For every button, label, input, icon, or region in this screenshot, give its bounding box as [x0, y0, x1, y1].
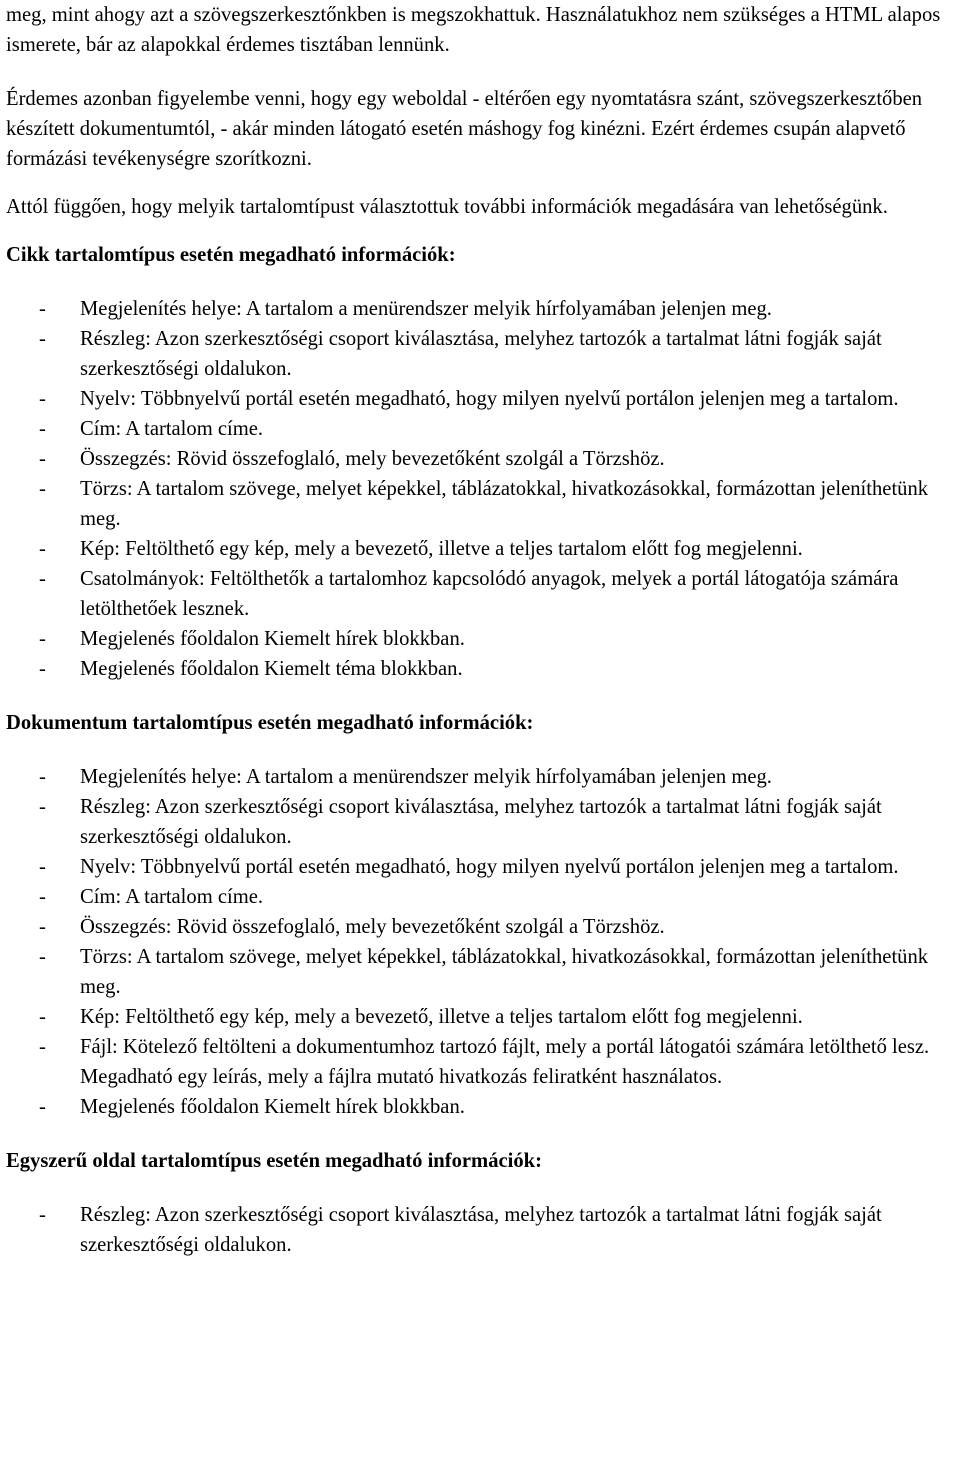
list-item-text: Kép: Feltölthető egy kép, mely a bevezető, illetve a teljes tartalom előtt fog megjelenni.	[80, 538, 803, 560]
section-egyszeru-oldal	[6, 1146, 958, 1260]
list-item-text: Kép: Feltölthető egy kép, mely a bevezető, illetve a teljes tartalom előtt fog megjelenni.	[80, 1006, 803, 1028]
list-item-text: Megjelenés főoldalon Kiemelt téma blokkban.	[80, 658, 463, 680]
list-item-text: Összegzés: Rövid összefoglaló, mely bevezetőként szolgál a Törzshöz.	[80, 916, 665, 938]
section-heading-dokumentum: Dokumentum tartalomtípus esetén megadható információk:	[6, 712, 534, 734]
list-item	[6, 912, 958, 942]
list-item	[6, 384, 958, 414]
intro-paragraph-2-part-a: Érdemes azonban figyelembe venni, hogy egy weboldal - eltérően egy nyomtatásra szánt, szövegszerkesztőben készített dokumentumtól, - akár minden látogató esetén máshogy fog kinézni.	[6, 88, 923, 140]
list-item	[6, 654, 958, 684]
list-item-text: Törzs: A tartalom szövege, melyet képekkel, táblázatokkal, hivatkozásokkal, formázottan jeleníthetünk meg.	[80, 946, 929, 998]
dash-marker: -	[39, 796, 46, 818]
list-item	[6, 1092, 958, 1122]
dash-marker: -	[39, 1204, 46, 1226]
list-item-text: Összegzés: Rövid összefoglaló, mely bevezetőként szolgál a Törzshöz.	[80, 448, 665, 470]
list-item-text: Részleg: Azon szerkesztőségi csoport kiválasztása, melyhez tartozók a tartalmat látni fogják saját szerkesztőségi oldalukon.	[80, 328, 882, 380]
dash-marker: -	[39, 1096, 46, 1118]
list-item	[6, 414, 958, 444]
dash-marker: -	[39, 298, 46, 320]
list-item-text: Cím: A tartalom címe.	[80, 886, 264, 908]
dash-marker: -	[39, 1006, 46, 1028]
section-cikk	[6, 240, 958, 684]
list-item-text: Megjelenés főoldalon Kiemelt hírek blokkban.	[80, 628, 465, 650]
list-item-text: Csatolmányok: Feltölthetők a tartalomhoz kapcsolódó anyagok, melyek a portál látogatója számára letölthetőek lesznek.	[80, 568, 899, 620]
dash-marker: -	[39, 916, 46, 938]
list-item	[6, 624, 958, 654]
list-item	[6, 534, 958, 564]
list-item	[6, 1002, 958, 1032]
dash-marker: -	[39, 568, 46, 590]
section-dokumentum	[6, 708, 958, 1122]
list-item	[6, 1200, 958, 1260]
list-item	[6, 294, 958, 324]
dash-marker: -	[39, 478, 46, 500]
list-item	[6, 564, 958, 624]
dash-marker: -	[39, 328, 46, 350]
dash-marker: -	[39, 538, 46, 560]
list-item-text: Megjelenés főoldalon Kiemelt hírek blokkban.	[80, 1096, 465, 1118]
info-list-dokumentum	[6, 762, 958, 1122]
dash-marker: -	[39, 658, 46, 680]
dash-marker: -	[39, 628, 46, 650]
dash-marker: -	[39, 418, 46, 440]
intro-paragraph-3: Attól függően, hogy melyik tartalomtípust választottuk további információk megadására van lehetőségünk.	[6, 196, 888, 218]
list-item	[6, 474, 958, 534]
list-item-text: Nyelv: Többnyelvű portál esetén megadható, hogy milyen nyelvű portálon jelenjen meg a tartalom.	[80, 856, 899, 878]
dash-marker: -	[39, 388, 46, 410]
list-item-text: Részleg: Azon szerkesztőségi csoport kiválasztása, melyhez tartozók a tartalmat látni fogják saját szerkesztőségi oldalukon.	[80, 796, 882, 848]
list-item	[6, 444, 958, 474]
intro-paragraph-2	[6, 84, 958, 174]
dash-marker: -	[39, 766, 46, 788]
list-item	[6, 852, 958, 882]
list-item	[6, 882, 958, 912]
section-heading-egyszeru-oldal: Egyszerű oldal tartalomtípus esetén megadható információk:	[6, 1150, 542, 1172]
intro-section	[6, 0, 958, 222]
dash-marker: -	[39, 856, 46, 878]
list-item-text: Nyelv: Többnyelvű portál esetén megadható, hogy milyen nyelvű portálon jelenjen meg a tartalom.	[80, 388, 899, 410]
list-item	[6, 762, 958, 792]
list-item	[6, 324, 958, 384]
list-item	[6, 792, 958, 852]
intro-paragraph-1: meg, mint ahogy azt a szövegszerkesztőnkben is megszokhattuk. Használatukhoz nem szükséges a HTML alapos ismerete, bár az alapokkal érdemes tisztában lennünk.	[6, 4, 941, 56]
info-list-cikk	[6, 294, 958, 684]
section-heading-cikk: Cikk tartalomtípus esetén megadható információk:	[6, 244, 456, 266]
list-item	[6, 1032, 958, 1092]
dash-marker: -	[39, 946, 46, 968]
dash-marker: -	[39, 448, 46, 470]
list-item-text: Fájl: Kötelező feltölteni a dokumentumhoz tartozó fájlt, mely a portál látogatói számára letölthető lesz. Megadható egy leírás, mely a fájlra mutató hivatkozás feliratként használatos.	[80, 1036, 930, 1088]
list-item-text: Részleg: Azon szerkesztőségi csoport kiválasztása, melyhez tartozók a tartalmat látni fogják saját szerkesztőségi oldalukon.	[80, 1204, 882, 1256]
document-page	[6, 0, 958, 1260]
list-item	[6, 942, 958, 1002]
list-item-text: Cím: A tartalom címe.	[80, 418, 264, 440]
intro-paragraph-2-part-b: Ezért érdemes csupán alapvető formázási tevékenységre szorítkozni.	[6, 118, 906, 170]
info-list-egyszeru-oldal	[6, 1200, 958, 1260]
list-item-text: Megjelenítés helye: A tartalom a menürendszer melyik hírfolyamában jelenjen meg.	[80, 766, 772, 788]
list-item-text: Megjelenítés helye: A tartalom a menürendszer melyik hírfolyamában jelenjen meg.	[80, 298, 772, 320]
list-item-text: Törzs: A tartalom szövege, melyet képekkel, táblázatokkal, hivatkozásokkal, formázottan jeleníthetünk meg.	[80, 478, 929, 530]
dash-marker: -	[39, 886, 46, 908]
dash-marker: -	[39, 1036, 46, 1058]
